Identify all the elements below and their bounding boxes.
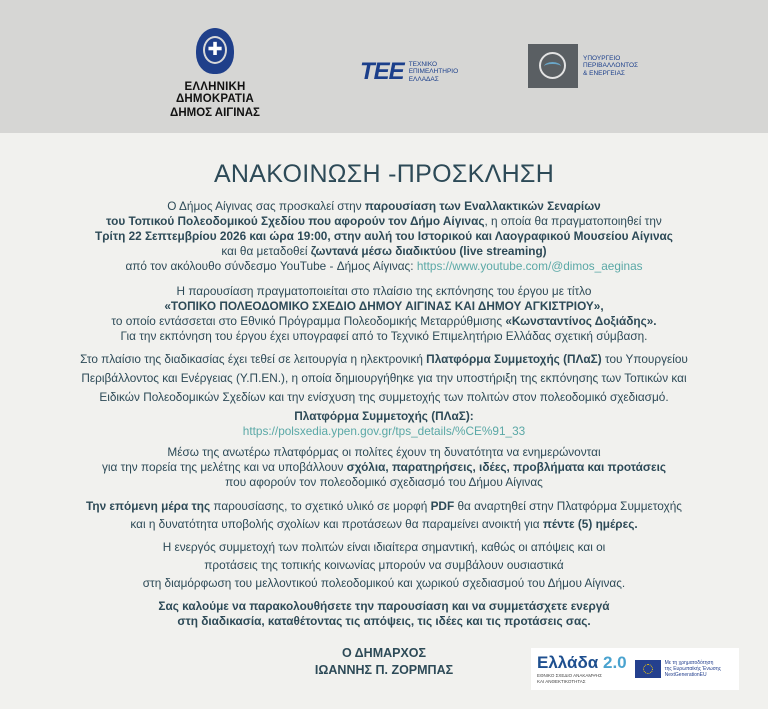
ministry-text [583,55,638,78]
eu-text-line: NextGenerationEU [664,672,707,678]
text: που αφορούν τον πολεοδομικό σχεδιασμό του Δήμου Αίγινας [225,475,543,489]
text-bold: του Τοπικού Πολεοδομικού Σχεδίου που αφορούν τον Δήμο Αίγινας [106,214,485,228]
eu-funding-text [665,660,721,678]
wordmark-text: Ελλάδα [537,653,599,672]
text: στη διαμόρφωση του μελλοντικού πολεοδομικού και χωρικού σχεδιασμού του Δήμου Αίγινας. [142,576,626,590]
wordmark-sub: ΕΘΝΙΚΟ ΣΧΕΔΙΟ ΑΝΑΚΑΜΨΗΣ [537,673,602,678]
text: Στο πλαίσιο της διαδικασίας έχει τεθεί σε λειτουργία η ηλεκτρονική [80,352,427,366]
hellenic-republic-logo [150,28,280,119]
text: θα αναρτηθεί στην Πλατφόρμα Συμμετοχής [454,499,682,513]
text: Περιβάλλοντος και Ενέργειας (Υ.Π.ΕΝ.), η οποία δημιουργήθηκε για την υποστήριξη της εκπόνησης των Τοπικών και [81,371,687,385]
text: για την πορεία της μελέτης και να υποβάλλουν [101,460,347,474]
project-paragraph [0,284,768,344]
eu-flag-icon [635,660,661,678]
wordmark-version: 2.0 [603,653,627,672]
greece-2-0-wordmark [537,654,627,684]
text: προτάσεις της τοπικής κοινωνίας μπορούν να συμβάλουν ουσιαστικά [204,558,564,572]
text: Ο Δήμος Αίγινας σας προσκαλεί στην [167,199,365,213]
text: , η οποία θα πραγματοποιηθεί την [484,214,662,228]
tee-text-line: ΕΛΛΑΔΑΣ [408,75,439,83]
ministry-text-line: ΥΠΟΥΡΓΕΙΟ [583,54,621,62]
platform-link-block [0,409,768,439]
text-bold: στη διαδικασία, καταθέτοντας τις απόψεις, τις ιδέες και τις προτάσεις σας. [177,614,591,628]
announcement-title: ΑΝΑΚΟΙΝΩΣΗ -ΠΡΟΣΚΛΗΣΗ [213,160,555,188]
material-paragraph [0,499,768,532]
project-title: «ΤΟΠΙΚΟ ΠΟΛΕΟΔΟΜΙΚΟ ΣΧΕΔΙΟ ΔΗΜΟΥ ΑΙΓΙΝΑΣ ΚΑΙ ΔΗΜΟΥ ΑΓΚΙΣΤΡΙΟΥ», [164,299,604,313]
platform-heading: Πλατφόρμα Συμμετοχής (ΠΛαΣ): [294,409,474,423]
text: και η δυνατότητα υποβολής σχολίων και προτάσεων θα παραμείνει ανοικτή για [130,517,543,531]
text: Μέσω της ανωτέρω πλατφόρμας οι πολίτες έχουν τη δυνατότητα να ενημερώνονται [167,445,601,459]
tee-mark: ТЕЕ [360,58,404,85]
tee-text-line: ΤΕΧΝΙΚΟ [408,60,438,68]
ministry-text-line: ΠΕΡΙΒΑΛΛΟΝΤΟΣ [583,62,639,70]
text-bold: Πλατφόρμα Συμμετοχής (ΠΛαΣ) [426,352,602,366]
tee-logo [360,58,458,86]
ministry-environment-logo [528,44,638,88]
text: από τον ακόλουθο σύνδεσμο YouTube - Δήμος Αίγινας: [125,259,417,273]
wordmark-sub: ΚΑΙ ΑΝΘΕΚΤΙΚΟΤΗΤΑΣ [537,678,586,684]
eu-text-line: Με τη χρηματοδότηση [664,660,714,666]
text: και θα μεταδοθεί [221,244,311,258]
youtube-link[interactable]: https://www.youtube.com/@dimos_aeginas [416,259,643,273]
hellenic-republic-label: ΕΛΛΗΝΙΚΗ ΔΗΜΟΚΡΑΤΙΑ [175,81,255,105]
greek-emblem-icon [196,28,234,74]
text-bold: ζωντανά μέσω διαδικτύου (live streaming) [310,244,547,258]
participation-paragraph [0,540,768,591]
text: Η παρουσίαση πραγματοποιείται στο πλαίσιο της εκπόνησης του έργου με τίτλο [176,284,592,298]
text-bold: πέντε (5) ημέρες. [542,517,638,531]
platform-link[interactable]: https://polsxedia.ypen.gov.gr/tps_details/%CE%91_33 [242,424,526,438]
eu-text-line: της Ευρωπαϊκής Ένωσης [664,666,722,672]
text-bold: «Κωνσταντίνος Δοξιάδης». [505,314,657,328]
signature-block [300,645,468,679]
text-bold: PDF [430,499,455,513]
mayor-name: ΙΩΑΝΝΗΣ Π. ΖΟΡΜΠΑΣ [314,663,454,677]
municipality-label: ΔΗΜΟΣ ΑΙΓΙΝΑΣ [170,107,260,119]
event-date-location: Τρίτη 22 Σεπτεμβρίου 2026 και ώρα 19:00, στην αυλή του Ιστορικού και Λαογραφικού Μουσείου Αίγινας [95,229,673,243]
text: Η ενεργός συμμετοχή των πολιτών είναι ιδιαίτερα σημαντική, καθώς οι απόψεις και οι [162,540,606,554]
text-bold: σχόλια, παρατηρήσεις, ιδέες, προβλήματα και προτάσεις [346,460,667,474]
tee-text [409,61,458,84]
platform-usage-paragraph [0,445,768,490]
text: του Υπουργείου [601,352,688,366]
text-bold: παρουσίαση των Εναλλακτικών Σεναρίων [364,199,601,213]
text: Για την εκπόνηση του έργου έχει υπογραφεί από το Τεχνικό Επιμελητήριο Ελλάδας σχετική σύμβαση. [120,329,648,343]
invitation-paragraph [0,199,768,274]
ministry-text-line: & ΕΝΕΡΓΕΙΑΣ [583,69,625,77]
text-bold: Σας καλούμε να παρακολουθήσετε την παρουσίαση και να συμμετάσχετε ενεργά [158,599,610,613]
tee-text-line: ΕΠΙΜΕΛΗΤΗΡΙΟ [408,68,459,76]
greece-2-0-logo [531,648,739,690]
text-bold: Την επόμενη μέρα της [86,499,211,513]
closing-paragraph [0,599,768,629]
mayor-role: Ο ΔΗΜΑΡΧΟΣ [341,646,427,660]
header-band [0,0,768,133]
text: Ειδικών Πολεοδομικών Σχεδίων και την ενίσχυση της συμμετοχής των πολιτών στον πολεοδομικό σχεδιασμό. [99,390,669,404]
platform-paragraph [0,352,768,405]
text: παρουσίασης, το σχετικό υλικό σε μορφή [210,499,431,513]
text: το οποίο εντάσσεται στο Εθνικό Πρόγραμμα Πολεοδομικής Μεταρρύθμισης [111,314,506,328]
ministry-emblem-icon [528,44,578,88]
